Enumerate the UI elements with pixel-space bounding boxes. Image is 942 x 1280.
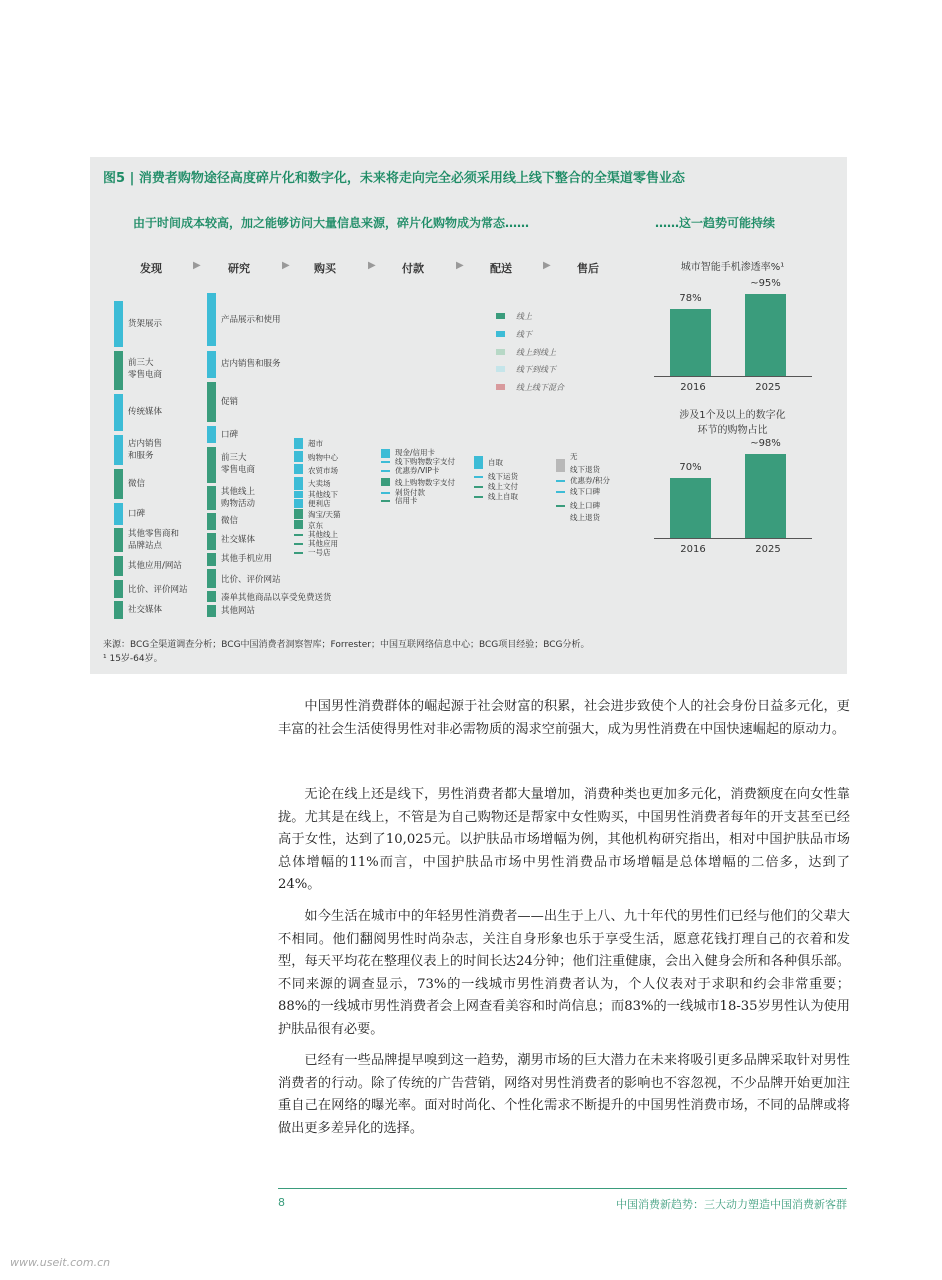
deliver-label: 线上自取 <box>488 492 518 501</box>
channel-bar <box>114 301 123 347</box>
step-deliver: 配送 <box>490 262 512 275</box>
chart2-bar <box>745 454 786 538</box>
legend-label: 线下到线下 <box>516 365 556 374</box>
discover-label: 其他零售商和 品牌站点 <box>128 529 180 551</box>
buy-label: 大卖场 <box>308 479 331 488</box>
channel-bar <box>207 426 216 443</box>
discover-label: 口碑 <box>128 509 146 519</box>
channel-bar <box>294 509 303 519</box>
channel-marker <box>381 470 390 472</box>
research-label: 促销 <box>221 397 239 407</box>
pay-label: 线下购物数字支付 <box>395 457 455 466</box>
legend-swatch <box>496 384 505 390</box>
pay-label: 现金/信用卡 <box>395 448 436 457</box>
research-label: 店内销售和服务 <box>221 359 281 369</box>
buy-label: 京东 <box>308 521 323 530</box>
buy-label: 超市 <box>308 439 323 448</box>
research-label: 微信 <box>221 516 239 526</box>
buy-label: 农贸市场 <box>308 466 338 475</box>
channel-bar <box>207 447 216 483</box>
chart1-value-label: ~95% <box>750 278 781 290</box>
body-paragraph: 无论在线上还是线下，男性消费者都大量增加，消费种类也更加多元化，消费额度在向女性靠拢。尤其是在线上，不管是为自己购物还是帮家中女性购买，中国男性消费者每年的开支甚至已经高于女性，达到了10,025元。以护肤品市场增幅为例，其他机构研究指出，相对中国护肤品市场总体增幅的11%而言，中国护肤品市场中男性消费品市场增幅是总体增幅的二倍多，达到了24%。 <box>278 787 850 892</box>
channel-bar <box>114 580 123 598</box>
buy-label: 一号店 <box>308 548 331 557</box>
channel-bar <box>381 449 390 458</box>
channel-bar <box>207 293 216 346</box>
channel-bar <box>294 438 303 449</box>
discover-label: 其他应用/网站 <box>128 561 182 571</box>
channel-marker <box>556 491 565 493</box>
channel-marker <box>474 496 483 498</box>
research-label: 其他手机应用 <box>221 554 273 564</box>
figure-footnote: ¹ 15岁-64岁。 <box>103 654 163 664</box>
channel-bar <box>381 478 390 486</box>
channel-bar <box>114 351 123 390</box>
discover-label: 店内销售 和服务 <box>128 439 163 461</box>
buy-label: 其他应用 <box>308 539 338 548</box>
channel-marker <box>381 461 390 463</box>
research-label: 口碑 <box>221 430 239 440</box>
channel-bar <box>294 499 303 508</box>
research-label: 社交媒体 <box>221 535 256 545</box>
aftersale-label: 线上退货 <box>570 513 600 522</box>
channel-bar <box>207 605 216 617</box>
channel-marker <box>556 480 565 482</box>
step-pay: 付款 <box>402 262 424 275</box>
channel-bar <box>474 456 483 469</box>
figure-title: 图5 | 消费者购物途径高度碎片化和数字化，未来将走向完全必须采用线上线下整合的全渠道零售业态 <box>103 171 685 186</box>
research-label: 凑单其他商品以享受免费送货 <box>221 593 332 603</box>
channel-bar <box>114 394 123 431</box>
research-label: 其他线上 购物活动 <box>221 487 256 509</box>
legend-swatch <box>496 366 505 372</box>
chart2-bar <box>670 478 711 538</box>
subtitle-left: 由于时间成本较高，加之能够访问大量信息来源，碎片化购物成为常态…… <box>133 216 530 230</box>
chart1-axis <box>654 376 812 377</box>
discover-label: 社交媒体 <box>128 605 163 615</box>
chart1-value-label: 78% <box>679 292 702 304</box>
pay-label: 优惠券/VIP卡 <box>395 466 440 475</box>
body-paragraph: 中国男性消费群体的崛起源于社会财富的积累，社会进步致使个人的社会身份日益多元化，更丰富的社会生活使得男性对非必需物质的渴求空前强大，成为男性消费在中国快速崛起的原动力。 <box>278 699 850 737</box>
research-label: 其他网站 <box>221 606 256 616</box>
step-arrow-icon: ▶ <box>543 260 551 271</box>
step-aftersale: 售后 <box>577 262 599 275</box>
channel-marker <box>474 476 483 478</box>
pay-label: 信用卡 <box>395 496 418 505</box>
step-research: 研究 <box>228 262 250 275</box>
channel-bar <box>207 351 216 378</box>
buy-label: 便利店 <box>308 499 331 508</box>
research-label: 前三大 零售电商 <box>221 453 256 475</box>
deliver-label: 线上文付 <box>488 482 518 491</box>
channel-bar <box>294 464 303 474</box>
step-discover: 发现 <box>140 262 162 275</box>
legend-swatch <box>496 331 505 337</box>
discover-label: 微信 <box>128 479 146 489</box>
body-paragraph: 如今生活在城市中的年轻男性消费者——出生于上八、九十年代的男性们已经与他们的父辈大不相同。他们翻阅男性时尚杂志，关注自身形象也乐于享受生活，愿意花钱打理自己的衣着和发型，每天平均花在整理仪表上的时间长达24分钟；他们注重健康，会出入健身会所和各种俱乐部。不同来源的调查显示，73%的一线城市男性消费者认为，个人仪表对于求职和约会非常重要；88%的一线城市男性消费者会上网查看美容和时尚信息；而83%的一线城市18-35岁男性认为使用护肤品很有必要。 <box>278 909 850 1037</box>
channel-marker <box>381 492 390 494</box>
deliver-label: 自取 <box>488 458 503 467</box>
research-label: 产品展示和使用 <box>221 315 281 325</box>
step-arrow-icon: ▶ <box>193 260 201 271</box>
channel-marker <box>294 543 303 545</box>
channel-bar <box>294 477 303 490</box>
channel-bar <box>294 451 303 462</box>
step-arrow-icon: ▶ <box>368 260 376 271</box>
aftersale-label: 线下退货 <box>570 465 600 474</box>
aftersale-label: 无 <box>570 452 578 461</box>
channel-marker <box>556 505 565 507</box>
channel-marker <box>294 534 303 536</box>
channel-bar <box>114 469 123 499</box>
legend-label: 线上 <box>516 312 532 321</box>
channel-bar <box>207 382 216 422</box>
buy-label: 其他线上 <box>308 530 338 539</box>
footer-title: 中国消费新趋势：三大动力塑造中国消费新客群 <box>616 1198 847 1211</box>
discover-label: 前三大 零售电商 <box>128 358 163 380</box>
channel-bar <box>114 503 123 525</box>
body-paragraph: 已经有一些品牌提早嗅到这一趋势，潮男市场的巨大潜力在未来将吸引更多品牌采取针对男性消费者的行动。除了传统的广告营销，网络对男性消费者的影响也不容忽视，不少品牌开始更加注重自己在网络的曝光率。面对时尚化、个性化需求不断提升的中国男性消费市场，不同的品牌或将做出更多差异化的选择。 <box>278 1053 850 1136</box>
legend-label: 线上线下混合 <box>516 383 564 392</box>
channel-bar <box>207 486 216 510</box>
channel-bar <box>114 528 123 552</box>
chart1-bar <box>670 309 711 376</box>
channel-bar <box>207 591 216 602</box>
chart1-category-label: 2025 <box>755 382 781 393</box>
pay-label: 线上购物数字支付 <box>395 478 455 487</box>
channel-bar <box>114 601 123 619</box>
legend-swatch <box>496 349 505 355</box>
step-arrow-icon: ▶ <box>456 260 464 271</box>
page-number: 8 <box>278 1196 285 1209</box>
channel-marker <box>474 486 483 488</box>
chart2-category-label: 2016 <box>680 544 706 555</box>
legend-swatch <box>496 313 505 319</box>
chart2-value-label: ~98% <box>750 437 781 449</box>
aftersale-label: 优惠券/积分 <box>570 476 611 485</box>
channel-bar <box>207 569 216 588</box>
chart1-category-label: 2016 <box>680 382 706 393</box>
figure-source: 来源：BCG全渠道调查分析；BCG中国消费者洞察智库；Forrester；中国互联网络信息中心；BCG项目经验；BCG分析。 <box>103 640 590 650</box>
buy-label: 其他线下 <box>308 490 338 499</box>
chart1-bar <box>745 294 786 376</box>
channel-marker <box>381 500 390 502</box>
discover-label: 比价、评价网站 <box>128 585 188 595</box>
channel-bar <box>207 553 216 566</box>
channel-bar <box>294 491 303 498</box>
step-arrow-icon: ▶ <box>282 260 290 271</box>
channel-bar <box>207 533 216 550</box>
watermark: www.useit.com.cn <box>10 1256 111 1269</box>
legend-label: 线上到线上 <box>516 348 556 357</box>
discover-label: 传统媒体 <box>128 407 163 417</box>
channel-marker <box>294 552 303 554</box>
channel-bar <box>207 513 216 530</box>
buy-label: 购物中心 <box>308 453 338 462</box>
footer-divider <box>278 1188 847 1189</box>
discover-label: 货架展示 <box>128 319 163 329</box>
pay-label: 剁货付款 <box>395 488 425 497</box>
chart2-axis <box>654 538 812 539</box>
aftersale-label: 线上口碑 <box>570 501 600 510</box>
channel-bar <box>114 435 123 465</box>
step-buy: 购买 <box>314 262 336 275</box>
chart2-category-label: 2025 <box>755 544 781 555</box>
buy-label: 淘宝/天猫 <box>308 510 341 519</box>
channel-bar <box>556 459 565 472</box>
chart1-title: 城市智能手机渗透率%¹ <box>680 262 785 273</box>
chart2-value-label: 70% <box>679 461 702 473</box>
deliver-label: 线下运货 <box>488 472 518 481</box>
legend-label: 线下 <box>516 330 532 339</box>
channel-bar <box>294 520 303 529</box>
chart2-title: 涉及1个及以上的数字化 环节的购物占比 <box>679 410 786 436</box>
subtitle-right: ……这一趋势可能持续 <box>655 216 776 230</box>
channel-bar <box>114 556 123 576</box>
research-label: 比价、评价网站 <box>221 575 281 585</box>
aftersale-label: 线下口碑 <box>570 487 600 496</box>
